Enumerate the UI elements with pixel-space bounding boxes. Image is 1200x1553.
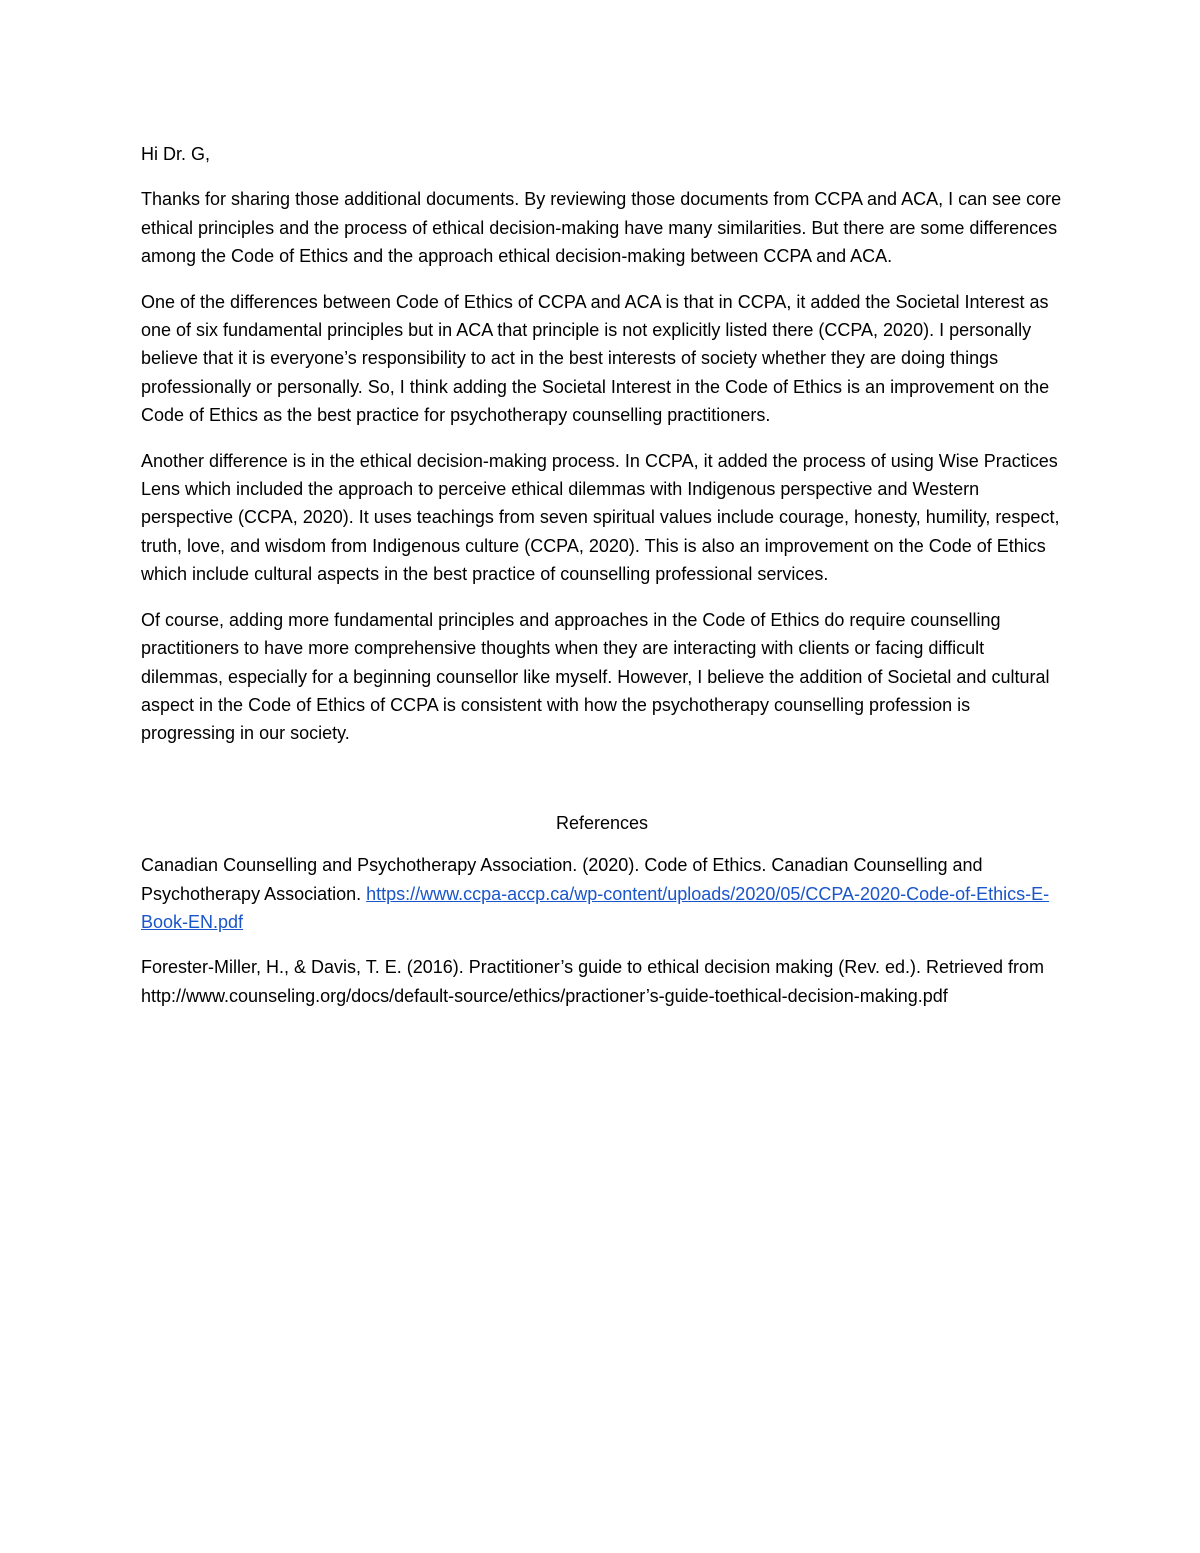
letter-paragraph-4: Of course, adding more fundamental principles and approaches in the Code of Ethics do require counselling practitioners to have more comprehensive thoughts when they are interacting with clients or facing difficult dilemmas, especially for a beginning counsellor like myself. However, I believe the addition of Societal and cultural aspect in the Code of Ethics of CCPA is consistent with how the psychotherapy counselling profession is progressing in our society. bbox=[141, 609, 1050, 744]
letter-paragraph-2: One of the differences between Code of Ethics of CCPA and ACA is that in CCPA, it added the Societal Interest as one of six fundamental principles but in ACA that principle is not explicitly listed there (CCPA, 2020). I personally believe that it is everyone’s responsibility to act in the best interests of society whether they are doing things professionally or personally. So, I think adding the Societal Interest in the Code of Ethics is an improvement on the Code of Ethics as the best practice for psychotherapy counselling practitioners. bbox=[141, 291, 1050, 426]
reference-2-text: Forester-Miller, H., & Davis, T. E. (2016). Practitioner’s guide to ethical decision making (Rev. ed.). Retrieved from http://www.counseling.org/docs/default-source/ethics/practioner’s-guide-toethical-decision-making.pdf bbox=[141, 957, 1045, 1006]
references-heading: References bbox=[555, 812, 649, 833]
letter-greeting: Hi Dr. G, bbox=[141, 144, 211, 164]
reference-entry-1 bbox=[141, 851, 1063, 936]
reference-1-link[interactable]: https://www.ccpa-accp.ca/wp-content/uploads/2020/05/CCPA-2020-Code-of-Ethics-E-Book-EN.pdf bbox=[141, 883, 1050, 932]
letter-paragraph-1: Thanks for sharing those additional documents. By reviewing those documents from CCPA and ACA, I can see core ethical principles and the process of ethical decision-making have many similarities. But there are some differences among the Code of Ethics and the approach ethical decision-making between CCPA and ACA. bbox=[141, 189, 1062, 267]
reference-1-text: Canadian Counselling and Psychotherapy Association. (2020). Code of Ethics. Canadian Counselling and Psychotherapy Association. bbox=[141, 855, 983, 904]
document-page bbox=[141, 140, 1063, 1027]
section-spacer bbox=[141, 765, 1063, 809]
reference-entry-2 bbox=[141, 953, 1063, 1010]
letter-paragraph-3: Another difference is in the ethical decision-making process. In CCPA, it added the process of using Wise Practices Lens which included the approach to perceive ethical dilemmas with Indigenous perspective and Western perspective (CCPA, 2020). It uses teachings from seven spiritual values include courage, honesty, humility, respect, truth, love, and wisdom from Indigenous culture (CCPA, 2020). This is also an improvement on the Code of Ethics which include cultural aspects in the best practice of counselling professional services. bbox=[141, 450, 1060, 585]
